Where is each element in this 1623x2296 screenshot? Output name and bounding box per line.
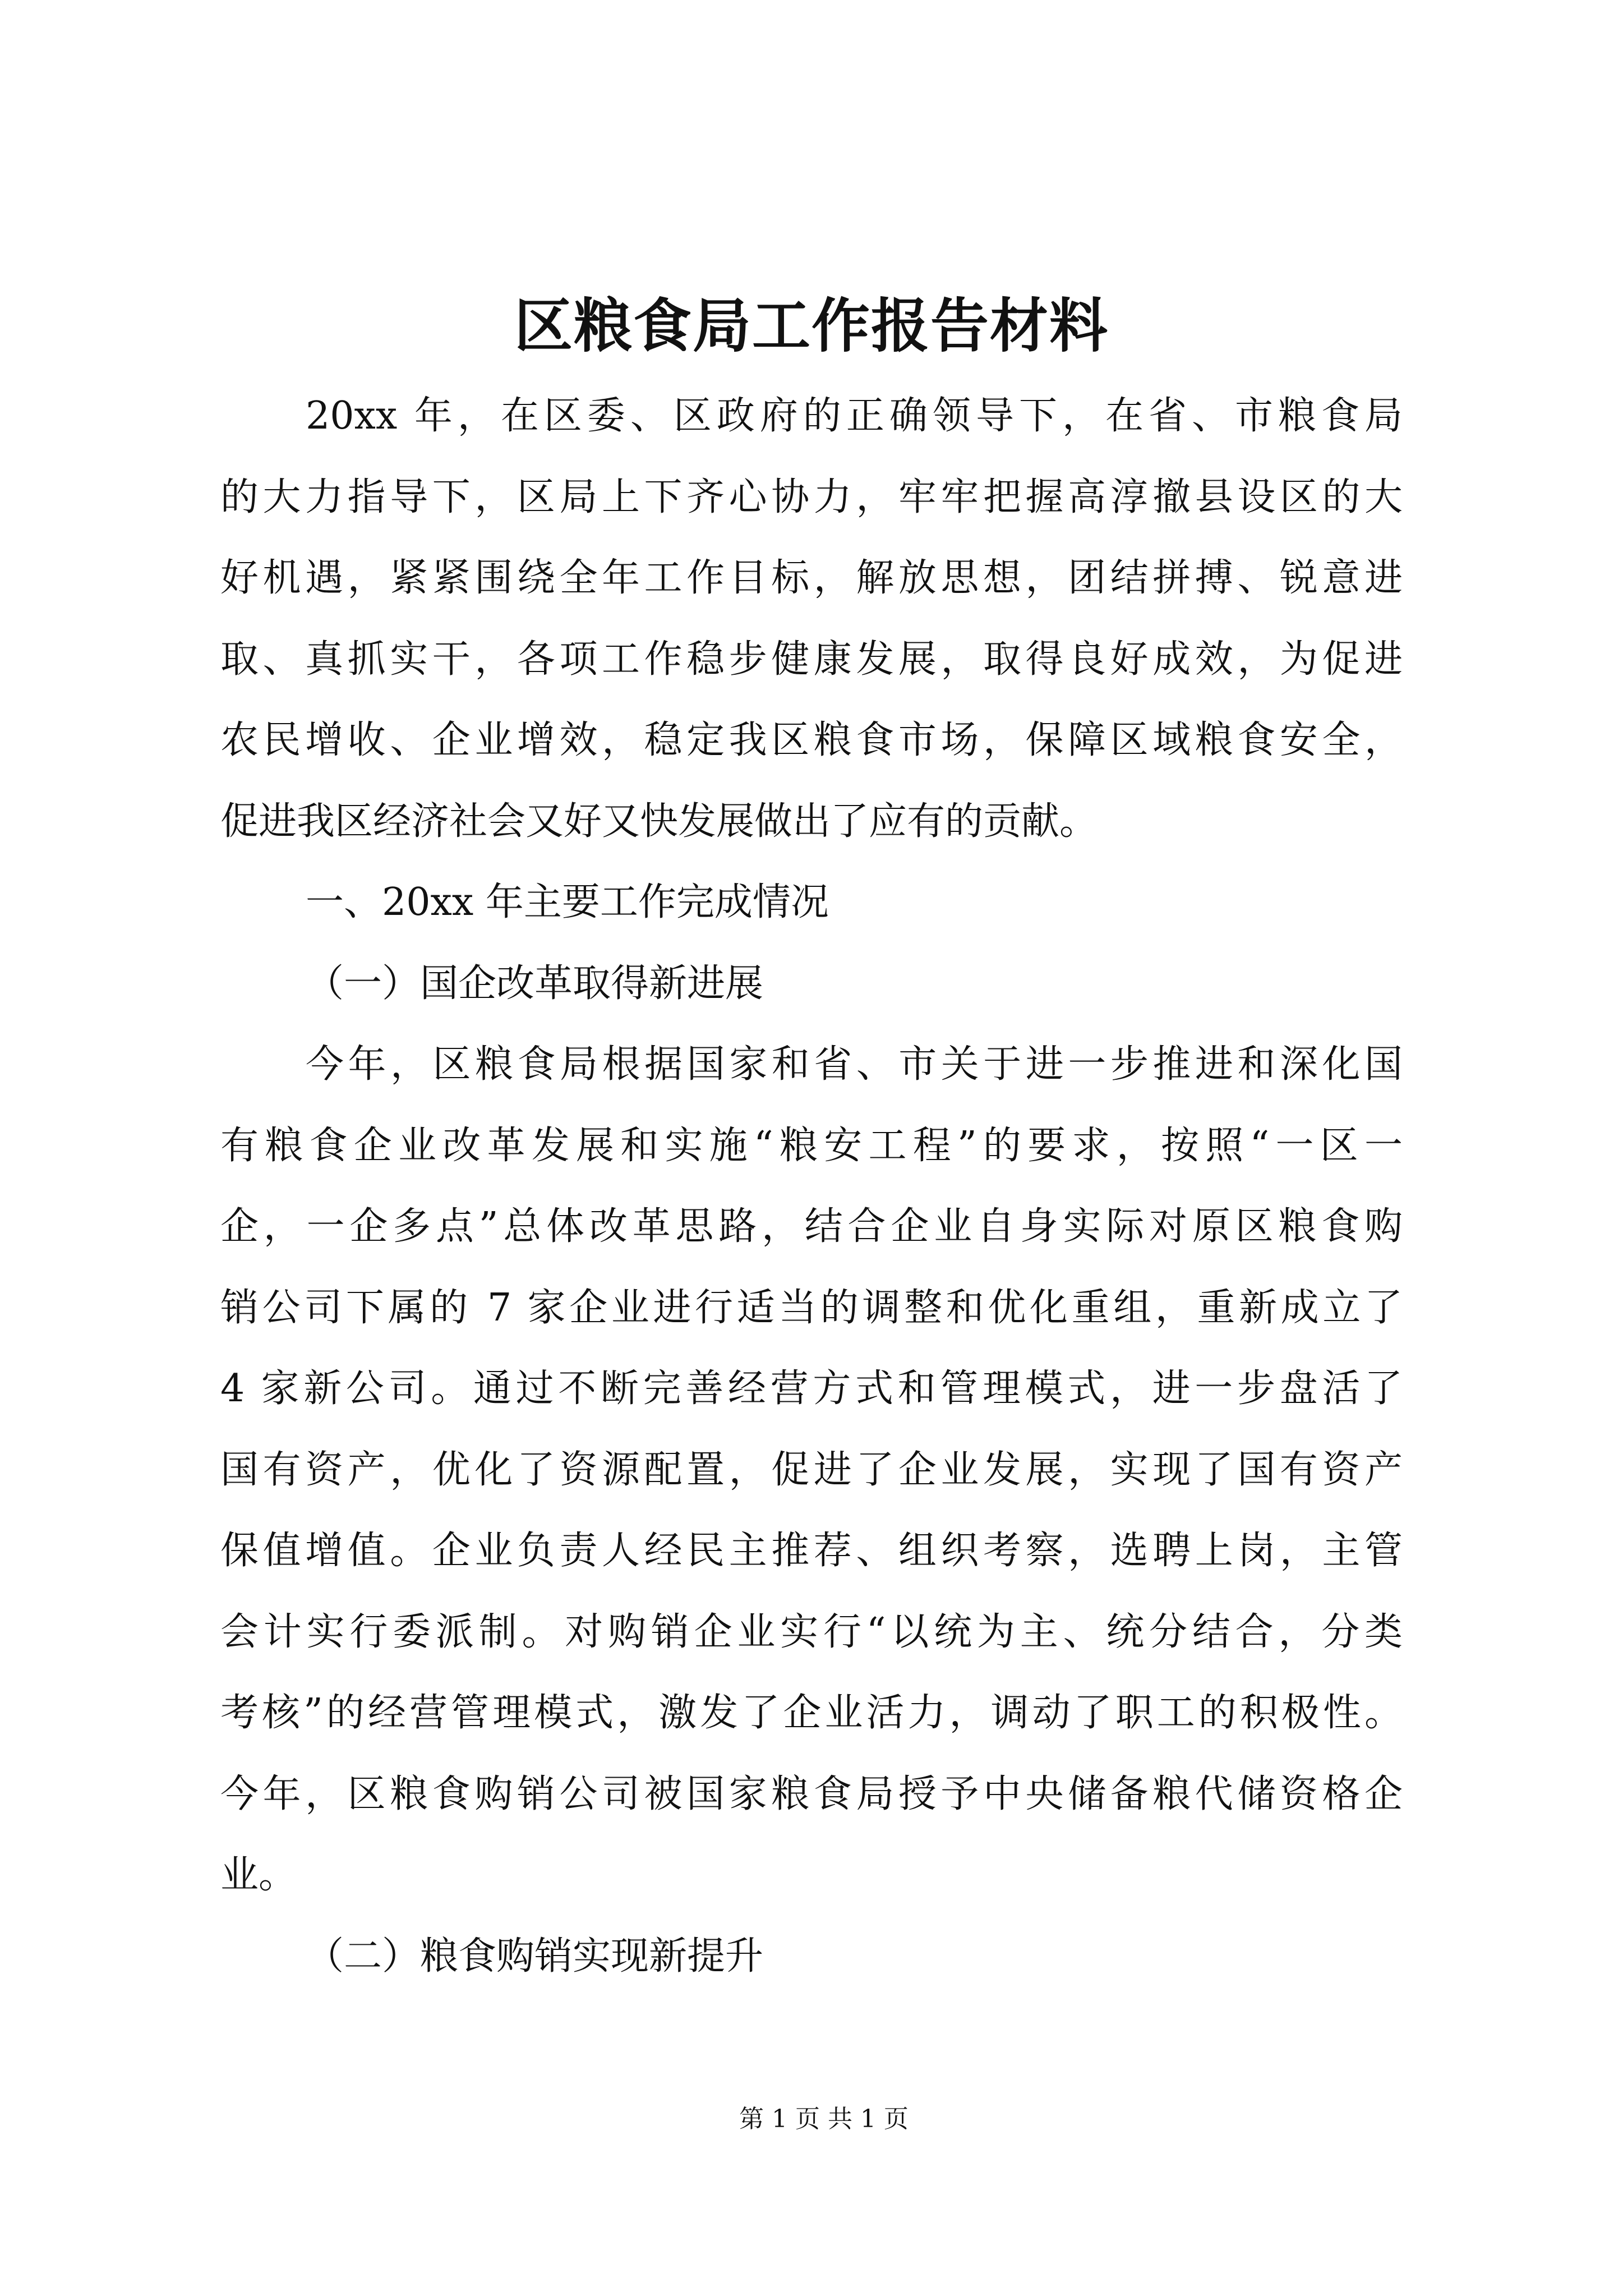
intro-line: 农民增收、企业增效，稳定我区粮食市场，保障区域粮食安全，: [220, 718, 1403, 762]
intro-line: 20xx 年，在区委、区政府的正确领导下，在省、市粮食局: [306, 394, 1403, 438]
section-heading: 一、20xx 年主要工作完成情况: [306, 880, 829, 924]
body-line: 业。: [220, 1853, 297, 1897]
body-line: 国有资产，优化了资源配置，促进了企业发展，实现了国有资产: [220, 1447, 1403, 1492]
document-body: [220, 376, 1403, 1997]
body-line: 今年，区粮食购销公司被国家粮食局授予中央储备粮代储资格企: [220, 1772, 1403, 1816]
body-line: 有粮食企业改革发展和实施“粮安工程”的要求，按照“一区一: [220, 1123, 1403, 1168]
body-line: 销公司下属的 7 家企业进行适当的调整和优化重组，重新成立了: [220, 1285, 1403, 1330]
document-title: 区粮食局工作报告材料: [514, 291, 1109, 360]
body-line: 考核”的经营管理模式，激发了企业活力，调动了职工的积极性。: [220, 1691, 1403, 1735]
body-line: 今年，区粮食局根据国家和省、市关于进一步推进和深化国: [306, 1042, 1403, 1087]
page-footer: 第 1 页 共 1 页: [739, 2105, 909, 2133]
body-line: 保值增值。企业负责人经民主推荐、组织考察，选聘上岗，主管: [220, 1529, 1403, 1573]
body-line: 会计实行委派制。对购销企业实行“以统为主、统分结合，分类: [220, 1609, 1403, 1654]
subsection-heading: （一）国企改革取得新进展: [306, 961, 764, 1006]
subsection-heading: （二）粮食购销实现新提升: [306, 1934, 764, 1978]
intro-line: 好机遇，紧紧围绕全年工作目标，解放思想，团结拼搏、锐意进: [220, 556, 1403, 600]
intro-line: 取、真抓实干，各项工作稳步健康发展，取得良好成效，为促进: [220, 637, 1403, 682]
body-line: 企，一企多点”总体改革思路，结合企业自身实际对原区粮食购: [220, 1204, 1403, 1249]
intro-line: 促进我区经济社会又好又快发展做出了应有的贡献。: [220, 799, 1098, 844]
body-line: 4 家新公司。通过不断完善经营方式和管理模式，进一步盘活了: [220, 1366, 1403, 1411]
intro-line: 的大力指导下，区局上下齐心协力，牢牢把握高淳撤县设区的大: [220, 475, 1403, 519]
